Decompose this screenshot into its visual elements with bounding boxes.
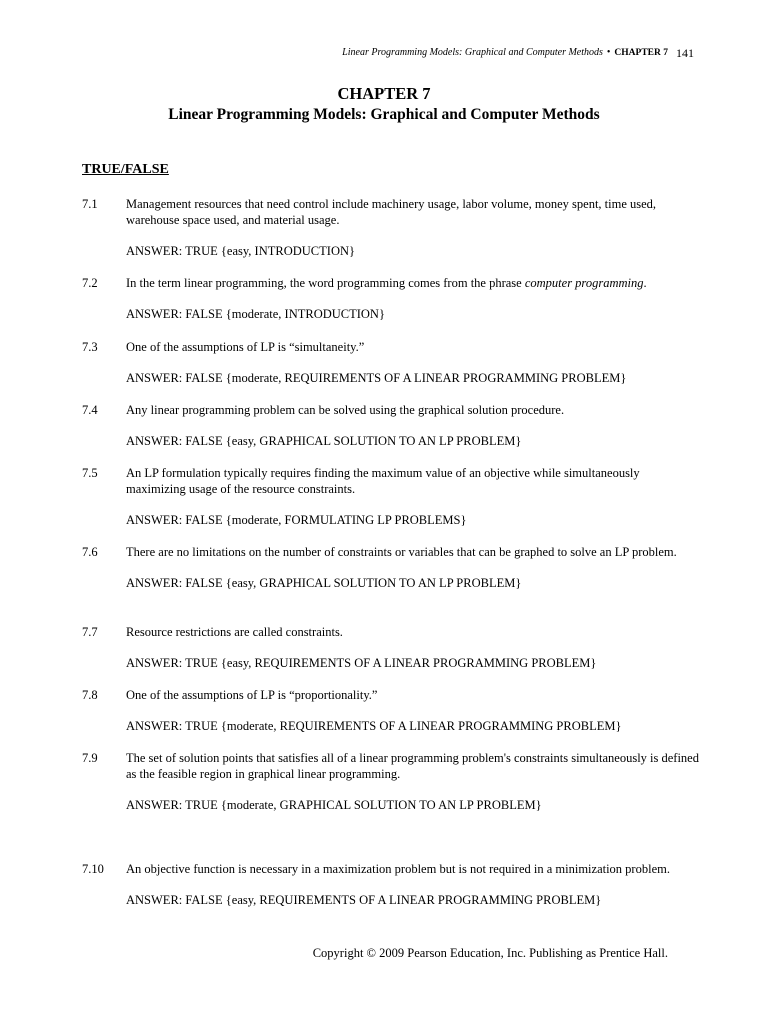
question-text-emphasis: computer programming [524,276,644,290]
question-text: An objective function is necessary in a maximization problem but is not required in a minimization problem. [126,862,670,876]
question-text: The set of solution points that satisfies all of a linear programming problem's constraints simultaneously is defined as the feasible region in graphical linear programming. [126,751,699,781]
question-item [82,750,702,813]
question-item [82,465,702,528]
question-number: 7.6 [82,545,98,559]
question-number: 7.1 [82,197,98,211]
question-text-end: . [643,276,647,290]
question-item [82,402,702,449]
question-item [82,544,702,591]
question-text [126,275,702,291]
section-heading: TRUE/FALSE [82,162,169,177]
page-number: 141 [676,46,694,60]
copyright-footer: Copyright © 2009 Pearson Education, Inc. Publishing as Prentice Hall. [312,946,668,960]
question-answer: ANSWER: FALSE {easy, REQUIREMENTS OF A LINEAR PROGRAMMING PROBLEM} [126,893,602,907]
question-text: An LP formulation typically requires finding the maximum value of an objective while simultaneously maximizing usage of the resource constraints. [126,466,640,496]
question-answer: ANSWER: TRUE {moderate, REQUIREMENTS OF A LINEAR PROGRAMMING PROBLEM} [126,719,622,733]
question-item [82,624,702,671]
question-item [82,196,702,259]
question-answer: ANSWER: TRUE {easy, REQUIREMENTS OF A LINEAR PROGRAMMING PROBLEM} [126,656,597,670]
question-answer: ANSWER: TRUE {easy, INTRODUCTION} [126,244,355,258]
question-answer: ANSWER: FALSE {moderate, INTRODUCTION} [126,307,385,321]
question-number: 7.7 [82,625,98,639]
question-answer: ANSWER: FALSE {easy, GRAPHICAL SOLUTION TO AN LP PROBLEM} [126,434,522,448]
question-text: One of the assumptions of LP is “proportionality.” [126,688,378,702]
chapter-heading [0,84,768,126]
question-number: 7.8 [82,688,98,702]
question-item [82,861,702,908]
question-item [82,687,702,734]
running-header-title: Linear Programming Models: Graphical and Computer Methods [342,47,603,58]
question-number: 7.5 [82,466,98,480]
chapter-title: Linear Programming Models: Graphical and Computer Methods [168,106,600,123]
running-header [342,44,694,59]
question-item [82,275,702,322]
question-text: Any linear programming problem can be solved using the graphical solution procedure. [126,403,565,417]
question-text: Management resources that need control include machinery usage, labor volume, money spent, time used, warehouse space used, and material usage. [126,197,657,227]
question-text: One of the assumptions of LP is “simultaneity.” [126,340,365,354]
question-text: There are no limitations on the number of constraints or variables that can be graphed to solve an LP problem. [126,545,677,559]
question-answer: ANSWER: FALSE {moderate, FORMULATING LP PROBLEMS} [126,513,467,527]
question-number: 7.3 [82,340,98,354]
running-header-chapter: CHAPTER 7 [614,48,668,58]
question-item [82,339,702,386]
question-answer: ANSWER: FALSE {moderate, REQUIREMENTS OF A LINEAR PROGRAMMING PROBLEM} [126,371,627,385]
question-number: 7.4 [82,403,98,417]
question-answer: ANSWER: FALSE {easy, GRAPHICAL SOLUTION TO AN LP PROBLEM} [126,576,522,590]
question-number: 7.2 [82,276,98,290]
question-text-main: In the term linear programming, the word programming comes from the phrase [126,276,525,290]
running-header-bullet: • [606,47,611,58]
question-answer: ANSWER: TRUE {moderate, GRAPHICAL SOLUTION TO AN LP PROBLEM} [126,798,542,812]
question-number: 7.10 [82,862,104,876]
question-text: Resource restrictions are called constraints. [126,625,343,639]
chapter-number: CHAPTER 7 [337,84,431,103]
question-number: 7.9 [82,751,98,765]
